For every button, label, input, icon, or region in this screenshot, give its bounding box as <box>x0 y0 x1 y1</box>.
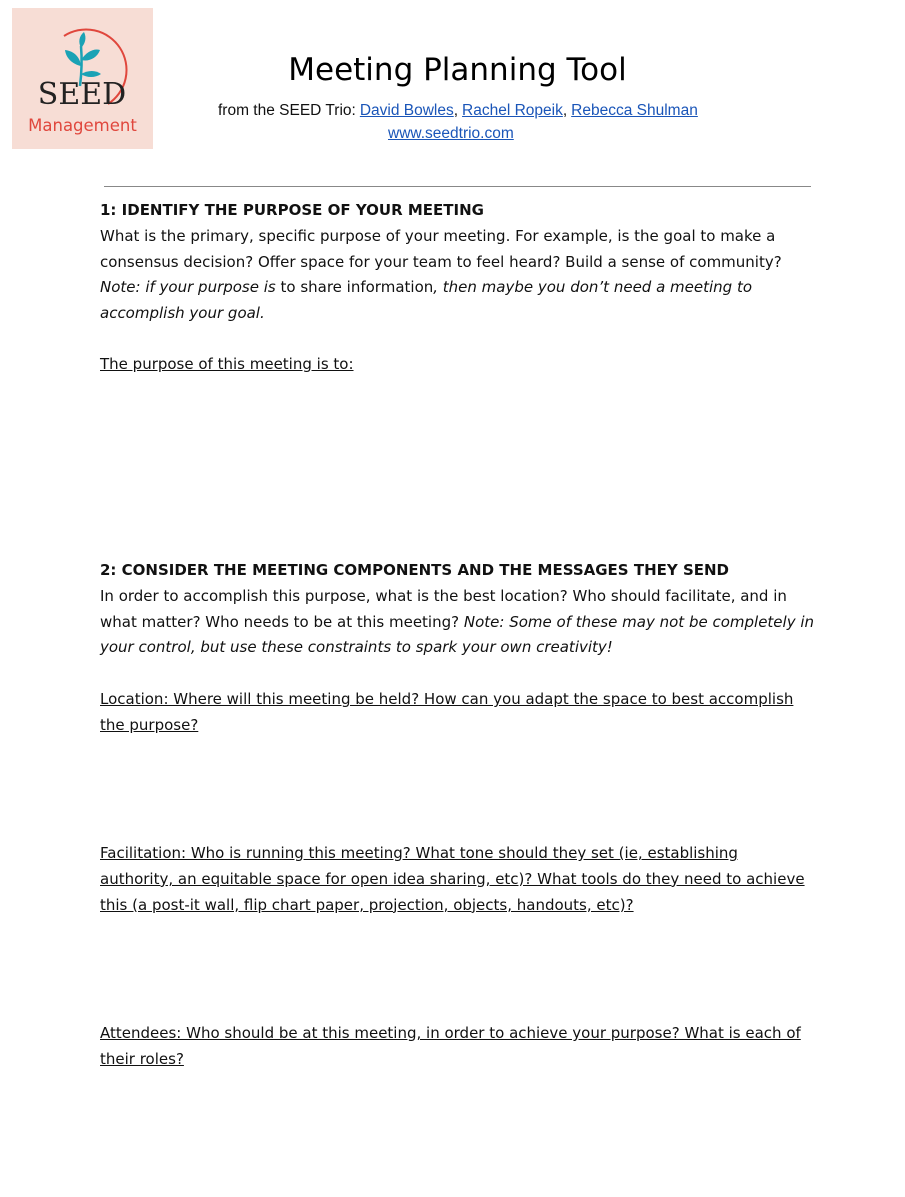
author-link-rebecca-shulman[interactable]: Rebecca Shulman <box>571 102 698 119</box>
logo-seed-text: SEED <box>37 77 127 112</box>
website-line <box>388 125 514 143</box>
section-1-note-a: Note: if your purpose is <box>100 278 276 297</box>
website-link[interactable]: www.seedtrio.com <box>388 125 514 142</box>
purpose-prompt: The purpose of this meeting is to: <box>100 355 354 373</box>
attendees-prompt-block <box>100 1021 815 1073</box>
byline-separator: , <box>562 102 568 119</box>
section-1 <box>100 198 815 327</box>
section-2-body <box>100 584 815 661</box>
section-2-heading: 2: CONSIDER THE MEETING COMPONENTS AND THE MESSAGES THEY SEND <box>100 561 730 579</box>
section-2-note: Note: Some of these may not be completely in your control, but use these constraints to spark your own creativity! <box>100 612 815 657</box>
section-1-body-text: What is the primary, specific purpose of your meeting. For example, is the goal to make a consensus decision? Offer space for your team to feel heard? Build a sense of community? <box>100 226 782 271</box>
page-title: Meeting Planning Tool <box>288 52 627 88</box>
purpose-prompt-block <box>100 352 815 378</box>
author-link-rachel-ropeik[interactable]: Rachel Ropeik <box>462 102 563 119</box>
section-1-body <box>100 224 815 327</box>
section-2-body-text: In order to accomplish this purpose, what is the best location? Who should facilitate, and in what matter? Who needs to be at this meeting? <box>100 586 787 631</box>
section-2 <box>100 558 815 661</box>
byline-separator: , <box>453 102 459 119</box>
facilitation-prompt-block <box>100 841 815 918</box>
byline <box>218 102 698 120</box>
header-divider <box>104 186 811 187</box>
byline-prefix: from the SEED Trio: <box>218 102 356 119</box>
section-1-note-c: , then maybe you don’t need a meeting to accomplish your goal. <box>100 278 753 323</box>
logo-management-text: Management <box>28 116 137 135</box>
section-1-heading: 1: IDENTIFY THE PURPOSE OF YOUR MEETING <box>100 201 484 219</box>
author-link-david-bowles[interactable]: David Bowles <box>359 102 454 119</box>
location-prompt-block <box>100 687 815 739</box>
location-prompt: Location: Where will this meeting be held? How can you adapt the space to best accomplish the purpose? <box>100 690 794 734</box>
attendees-prompt: Attendees: Who should be at this meeting, in order to achieve your purpose? What is each of their roles? <box>100 1024 801 1068</box>
section-1-note-b: to share information <box>275 278 434 297</box>
facilitation-prompt: Facilitation: Who is running this meeting? What tone should they set (ie, establishing authority, an equitable space for open idea sharing, etc)? What tools do they need to achieve this (a post-it wall, flip chart paper, projection, objects, handouts, etc)? <box>100 844 805 914</box>
